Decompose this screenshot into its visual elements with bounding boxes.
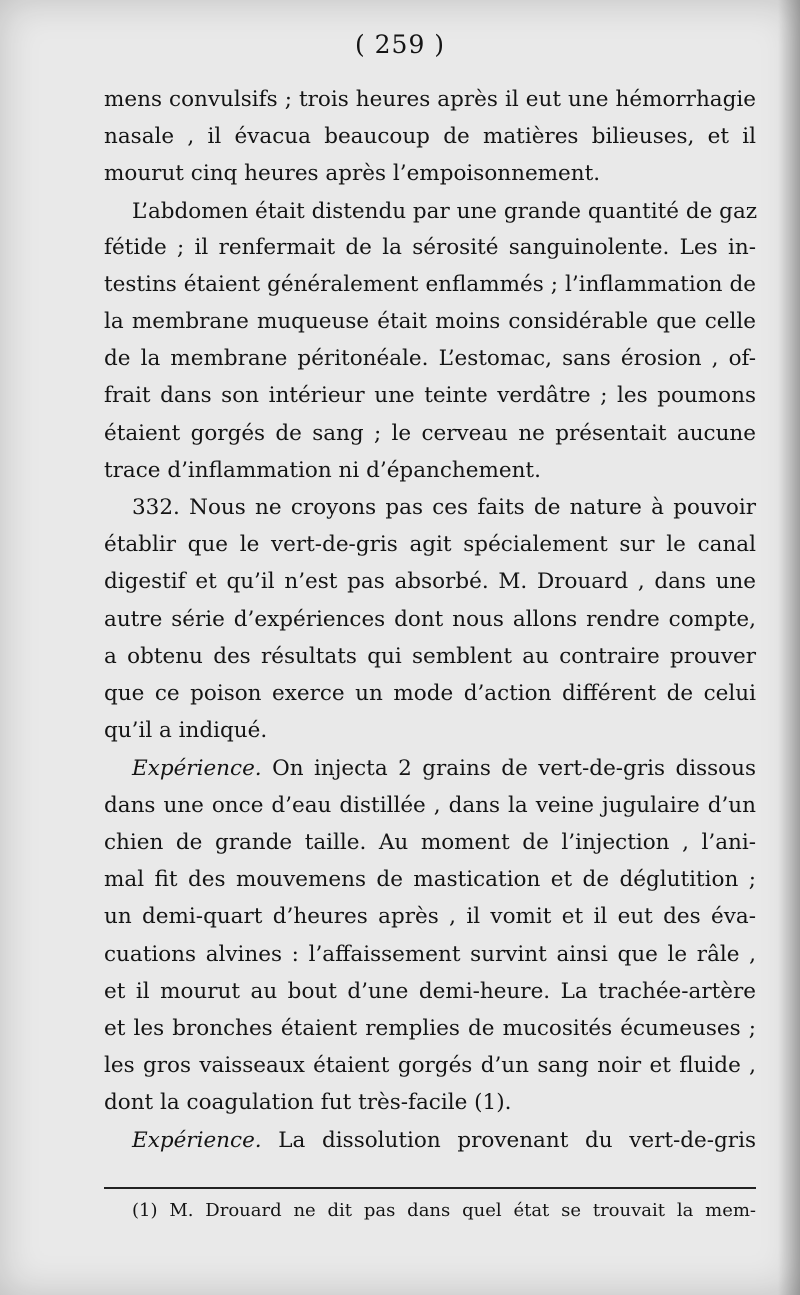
page-number: ( 259 ) — [354, 30, 446, 59]
text-line: les gros vaisseaux étaient gorgés d’un sang noir et fluide , — [104, 1053, 756, 1078]
text-line: dont la coagulation fut très-facile (1). — [104, 1090, 512, 1115]
text-line: fétide ; il renfermait de la sérosité sanguinolente. Les in- — [104, 235, 756, 260]
text-line: a obtenu des résultats qui semblent au contraire prouver — [104, 644, 756, 669]
text-line: étaient gorgés de sang ; le cerveau ne présentait aucune — [104, 421, 756, 446]
experiment-label: Expérience. — [132, 756, 262, 781]
text-line: établir que le vert-de-gris agit spécialement sur le canal — [104, 532, 756, 557]
text-line: que ce poison exerce un mode d’action différent de celui — [104, 681, 756, 706]
text-line: mens convulsifs ; trois heures après il eut une hémorrhagie — [104, 87, 756, 112]
footnote: (1) M. Drouard ne dit pas dans quel état se trouvait la mem- — [132, 1200, 756, 1221]
text-line: et les bronches étaient remplies de mucosités écumeuses ; — [104, 1016, 756, 1041]
text-line: frait dans son intérieur une teinte verdâtre ; les poumons — [104, 383, 756, 408]
text-line: chien de grande taille. Au moment de l’injection , l’ani- — [104, 830, 756, 855]
text-line: mourut cinq heures après l’empoisonnement. — [104, 161, 601, 186]
text-line: cuations alvines : l’affaissement survint ainsi que le râle , — [104, 942, 756, 967]
experiment-label: Expérience. — [132, 1128, 262, 1153]
text-line: digestif et qu’il n’est pas absorbé. M. Drouard , dans une — [104, 569, 756, 594]
paragraph-start-line: Expérience. La dissolution provenant du vert-de-gris — [132, 1128, 756, 1153]
text-line: dans une once d’eau distillée , dans la veine jugulaire d’un — [104, 793, 756, 818]
text-line: de la membrane péritonéale. L’estomac, sans érosion , of- — [104, 346, 756, 371]
page-edge-shadow — [778, 0, 800, 1295]
footnote-separator — [104, 1187, 756, 1189]
text-line: qu’il a indiqué. — [104, 718, 268, 743]
text-line: testins étaient généralement enflammés ; l’inflammation de — [104, 272, 756, 297]
text-line: nasale , il évacua beaucoup de matières bilieuses, et il — [104, 124, 756, 149]
text-line: autre série d’expériences dont nous allons rendre compte, — [104, 607, 756, 632]
text-line: trace d’inflammation ni d’épanchement. — [104, 458, 541, 483]
text-line: la membrane muqueuse était moins considérable que celle — [104, 309, 756, 334]
text-line: un demi-quart d’heures après , il vomit et il eut des éva- — [104, 904, 756, 929]
paragraph-start-line: 332. Nous ne croyons pas ces faits de nature à pouvoir — [132, 495, 756, 520]
paragraph-start-line: Expérience. On injecta 2 grains de vert-de-gris dissous — [132, 756, 756, 781]
paragraph-start-line: L’abdomen était distendu par une grande quantité de gaz — [132, 199, 758, 224]
text-line: mal fit des mouvemens de mastication et de déglutition ; — [104, 867, 756, 892]
text-line: et il mourut au bout d’une demi-heure. La trachée-artère — [104, 979, 756, 1004]
